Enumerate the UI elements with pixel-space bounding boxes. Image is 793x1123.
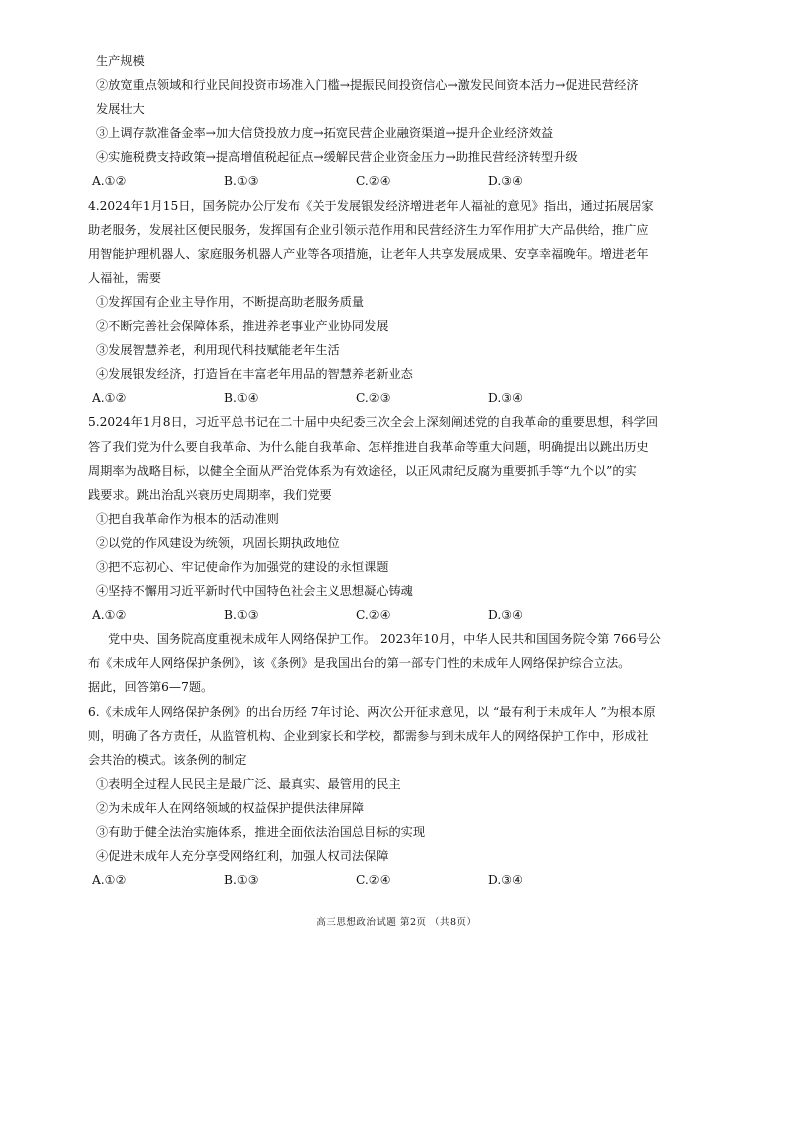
choice-d: D.③④ [488, 174, 524, 189]
q5-choices [88, 603, 704, 627]
q6-item2: ②为未成年人在网络领域的权益保护提供法律屏障 [96, 800, 365, 815]
choice-c: C.②④ [356, 608, 391, 623]
q4-stem-line1: 4.2024年1月15日，国务院办公厅发布《关于发展银发经济增进老年人福祉的意见》指出，通过拓展居家 [88, 198, 654, 213]
q5-item1: ①把自我革命作为根本的活动准则 [96, 511, 279, 526]
choice-b: B.①③ [224, 174, 259, 189]
q4-stem-line4: 人福祉，需要 [88, 270, 162, 285]
choice-a: A.①② [92, 391, 127, 406]
choice-a: A.①② [92, 174, 127, 189]
q5-stem-line2: 答了我们党为什么要自我革命、为什么能自我革命、怎样推进自我革命等重大问题，明确提出以跳出历史 [88, 439, 649, 454]
intro-line1: 党中央、国务院高度重视未成年人网络保护工作。 2023年10月，中华人民共和国国务院令第 766号公 [108, 632, 661, 647]
q4-stem-line3: 用智能护理机器人、家庭服务机器人产业等各项措施，让老年人共享发展成果、安享幸福晚年。增进老年 [88, 246, 649, 261]
q5-item2: ②以党的作风建设为统领，巩固长期执政地位 [96, 535, 340, 550]
q5-item3: ③把不忘初心、牢记使命作为加强党的建设的永恒课题 [96, 559, 389, 574]
page-footer: 高三思想政治试题 第2页 （共8页） [316, 917, 477, 928]
choice-c: C.②④ [356, 873, 391, 888]
intro-line3: 据此，回答第6—7题。 [88, 680, 214, 695]
q5-stem-line1: 5.2024年1月8日，习近平总书记在二十届中央纪委三次全会上深刻阐述党的自我革命的重要思想，科学回 [88, 415, 659, 430]
choice-a: A.①② [92, 873, 127, 888]
q4-item2: ②不断完善社会保障体系，推进养老事业产业协同发展 [96, 319, 389, 334]
choice-c: C.②③ [356, 391, 391, 406]
q6-stem-line1: 6.《未成年人网络保护条例》的出台历经 7年讨论、两次公开征求意见，以 “最有利于未成年人 ”为根本原 [88, 704, 656, 719]
q5-stem-line4: 践要求。跳出治乱兴衰历史周期率，我们党要 [88, 487, 332, 502]
choice-d: D.③④ [488, 873, 524, 888]
q5-item4: ④坚持不懈用习近平新时代中国特色社会主义思想凝心铸魂 [96, 584, 413, 599]
page-content [88, 49, 704, 892]
q4-item3: ③发展智慧养老，利用现代科技赋能老年生活 [96, 343, 340, 358]
choice-b: B.①③ [224, 873, 259, 888]
q6-item4: ④促进未成年人充分享受网络红利，加强人权司法保障 [96, 849, 389, 864]
choice-b: B.①③ [224, 608, 259, 623]
choice-c: C.②④ [356, 174, 391, 189]
choice-d: D.③④ [488, 391, 524, 406]
q3-option3: ③上调存款准备金率→加大信贷投放力度→拓宽民营企业融资渠道→提升企业经济效益 [96, 126, 554, 141]
q3-option2-line1: ②放宽重点领域和行业民间投资市场准入门槛→提振民间投资信心→激发民间资本活力→促进民营经济 [96, 78, 639, 93]
q6-stem-line3: 会共治的模式。该条例的制定 [88, 752, 247, 767]
choice-d: D.③④ [488, 608, 524, 623]
q6-stem-line2: 则，明确了各方责任，从监管机构、企业到家长和学校，都需参与到未成年人的网络保护工作中，形成社 [88, 728, 649, 743]
q4-stem-line2: 助老服务，发展社区便民服务，发挥国有企业引领示范作用和民营经济生力军作用扩大产品供给，推广应 [88, 222, 649, 237]
q3-option1-tail: 生产规模 [96, 54, 145, 68]
choice-b: B.①④ [224, 391, 259, 406]
q3-option2-line2: 发展壮大 [96, 102, 145, 117]
q5-stem-line3: 周期率为战略目标，以健全全面从严治党体系为有效途径，以正风肃纪反腐为重要抓手等“九个以”的实 [88, 463, 637, 478]
q6-choices [88, 868, 704, 892]
q6-item1: ①表明全过程人民民主是最广泛、最真实、最管用的民主 [96, 776, 401, 791]
q6-item3: ③有助于健全法治实施体系，推进全面依法治国总目标的实现 [96, 825, 426, 839]
q4-item4: ④发展银发经济，打造旨在丰富老年用品的智慧养老新业态 [96, 367, 413, 382]
choice-a: A.①② [92, 608, 127, 623]
intro-line2: 布《未成年人网络保护条例》，该《条例》是我国出台的第一部专门性的未成年人网络保护综合立法。 [88, 656, 631, 671]
q4-item1: ①发挥国有企业主导作用，不断提高助老服务质量 [96, 294, 365, 309]
q3-choices [88, 169, 704, 193]
q4-choices [88, 386, 704, 410]
q3-option4: ④实施税费支持政策→提高增值税起征点→缓解民营企业资金压力→助推民营经济转型升级 [96, 150, 578, 165]
